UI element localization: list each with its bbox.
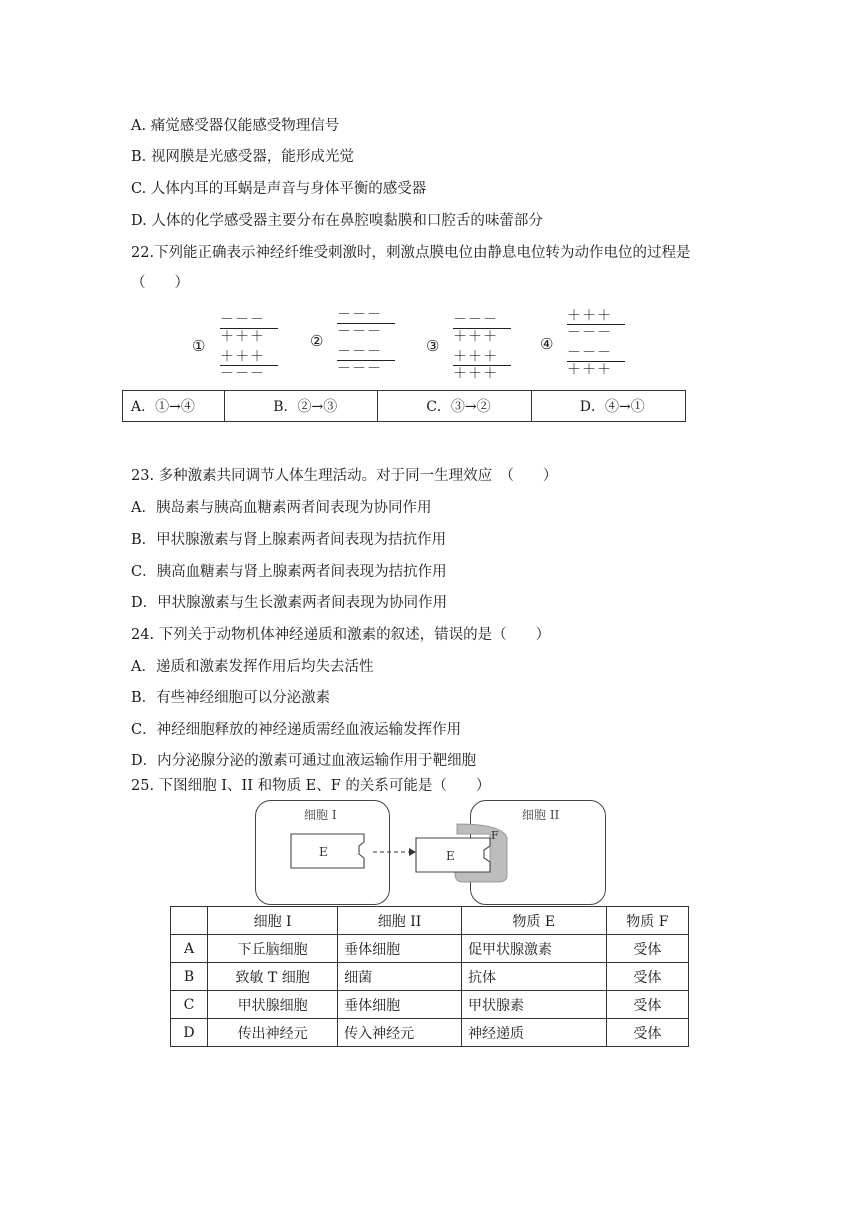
table-cell: 神经递质	[461, 1019, 606, 1047]
q22-paren: （ ）	[131, 275, 189, 291]
q23-stem: 23. 多种激素共同调节人体生理活动。对于同一生理效应 （ ）	[131, 468, 558, 484]
table-cell: 甲状腺素	[461, 991, 606, 1019]
table-cell: 传入神经元	[338, 1019, 462, 1047]
membrane-diagram	[567, 308, 627, 378]
figure-label: ③	[426, 337, 440, 355]
inner-charge: －－－	[337, 344, 382, 360]
q23-option-d: D．甲状腺激素与生长激素两者间表现为协同作用	[131, 595, 448, 611]
inner-charge: －－－	[337, 324, 382, 340]
table-cell: 垂体细胞	[338, 991, 462, 1019]
q24-option-a: A．递质和激素发挥作用后均失去活性	[131, 659, 374, 675]
table-cell: C	[171, 991, 208, 1019]
table-header-cell: 物质 E	[461, 907, 606, 935]
outer-charge: －－－	[337, 361, 382, 377]
table-row	[171, 935, 689, 963]
inner-charge: ＋＋＋	[220, 349, 265, 365]
table-cell: B	[171, 963, 208, 991]
outer-charge: ＋＋＋	[453, 366, 498, 382]
q22-answer-d: D．④→①	[531, 391, 685, 422]
q21-option-b: B. 视网膜是光感受器，能形成光觉	[131, 149, 354, 165]
table-cell: 传出神经元	[208, 1019, 338, 1047]
table-cell: 受体	[606, 1019, 688, 1047]
inner-charge: －－－	[567, 345, 612, 361]
q21-option-d: D. 人体的化学感受器主要分布在鼻腔嗅黏膜和口腔舌的味蕾部分	[131, 213, 543, 229]
q24-option-b: B．有些神经细胞可以分泌激素	[131, 690, 331, 706]
table-header-cell: 细胞 I	[208, 907, 338, 935]
q23-option-b: B．甲状腺激素与肾上腺素两者间表现为拮抗作用	[131, 532, 447, 548]
cell-1-label: 细胞 I	[304, 808, 337, 822]
table-cell: 垂体细胞	[338, 935, 462, 963]
table-cell: 受体	[606, 935, 688, 963]
table-cell: A	[171, 935, 208, 963]
q25-table	[170, 906, 689, 1047]
outer-charge: －－－	[453, 312, 498, 328]
table-cell: 致敏 T 细胞	[208, 963, 338, 991]
table-cell: 受体	[606, 991, 688, 1019]
q22-answer-table	[122, 390, 686, 422]
figure-label: ①	[192, 337, 206, 355]
inner-charge: ＋＋＋	[220, 329, 265, 345]
cell-2-label: 细胞 II	[522, 808, 560, 822]
q24-option-c: C．神经细胞释放的神经递质需经血液运输发挥作用	[131, 722, 462, 738]
membrane-diagram	[453, 312, 513, 382]
table-row	[171, 991, 689, 1019]
outer-charge: －－－	[220, 366, 265, 382]
q24-option-d: D．内分泌腺分泌的激素可通过血液运输作用于靶细胞	[131, 753, 477, 769]
inner-charge: －－－	[567, 325, 612, 341]
table-cell: 受体	[606, 963, 688, 991]
figure-label: ④	[540, 335, 554, 353]
q21-option-a: A. 痛觉感受器仅能感受物理信号	[131, 118, 340, 134]
table-row	[171, 963, 689, 991]
table-cell: D	[171, 1019, 208, 1047]
molecule-e-bound-label: E	[446, 849, 455, 863]
table-cell: 抗体	[461, 963, 606, 991]
q25-stem: 25. 下图细胞 I、II 和物质 E、F 的关系可能是（ ）	[131, 778, 491, 794]
table-cell: 细菌	[338, 963, 462, 991]
q24-stem: 24. 下列关于动物机体神经递质和激素的叙述，错误的是（ ）	[131, 627, 551, 643]
membrane-diagram	[220, 312, 280, 382]
q23-option-a: A．胰岛素与胰高血糖素两者间表现为协同作用	[131, 500, 432, 516]
q22-stem: 22.下列能正确表示神经纤维受刺激时，刺激点膜电位由静息电位转为动作电位的过程是	[131, 245, 691, 261]
receptor-f-label: F	[491, 829, 499, 842]
q22-answer-c: C．③→②	[378, 391, 532, 422]
q21-option-c: C. 人体内耳的耳蜗是声音与身体平衡的感受器	[131, 181, 427, 197]
table-header-row	[171, 907, 689, 935]
outer-charge: －－－	[337, 307, 382, 323]
q22-answer-b: B．②→③	[225, 391, 378, 422]
inner-charge: ＋＋＋	[453, 329, 498, 345]
table-header-cell: 物质 F	[606, 907, 688, 935]
outer-charge: －－－	[220, 312, 265, 328]
table-cell: 下丘脑细胞	[208, 935, 338, 963]
molecule-e-label: E	[319, 845, 328, 859]
figure-label: ②	[310, 332, 324, 350]
q23-option-c: C．胰高血糖素与肾上腺素两者间表现为拮抗作用	[131, 564, 447, 580]
table-row	[171, 1019, 689, 1047]
table-header-cell: 细胞 II	[338, 907, 462, 935]
table-cell: 促甲状腺激素	[461, 935, 606, 963]
table-cell: 甲状腺细胞	[208, 991, 338, 1019]
q22-answer-a: A．①→④	[123, 391, 225, 422]
outer-charge: ＋＋＋	[567, 308, 612, 324]
inner-charge: ＋＋＋	[453, 349, 498, 365]
arrow-head-icon	[409, 848, 416, 856]
membrane-diagram	[337, 307, 397, 377]
outer-charge: ＋＋＋	[567, 362, 612, 378]
table-header-cell	[171, 907, 208, 935]
